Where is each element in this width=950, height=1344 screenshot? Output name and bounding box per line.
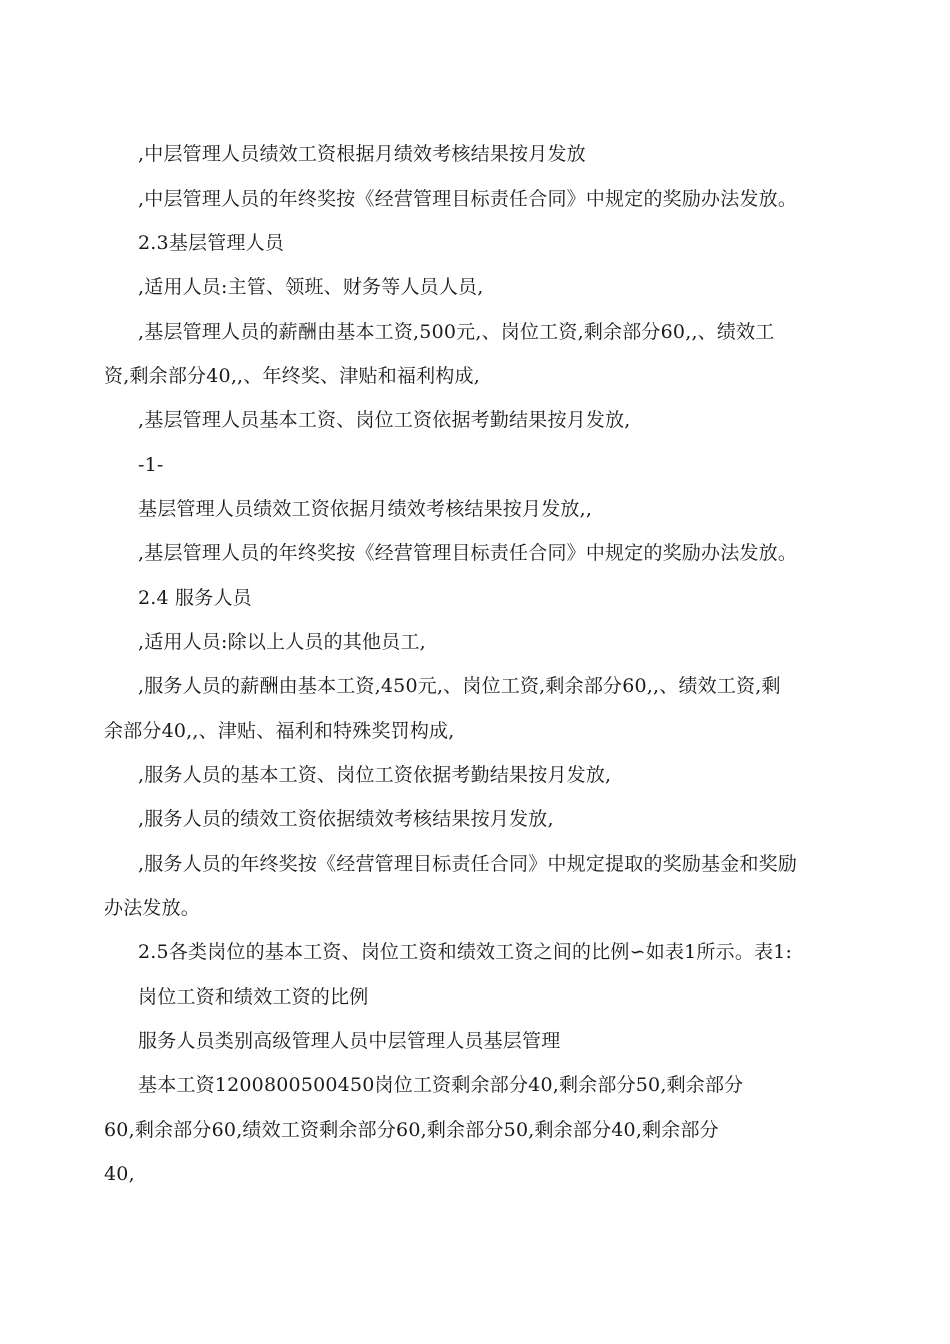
paragraph-line: 余部分40,,、津贴、福利和特殊奖罚构成,	[104, 720, 455, 742]
table-text-line: 60,剩余部分60,绩效工资剩余部分60,剩余部分50,剩余部分40,剩余部分	[104, 1119, 719, 1141]
paragraph-line: ,适用人员:除以上人员的其他员工,	[138, 631, 426, 653]
paragraph-line: ,服务人员的年终奖按《经营管理目标责任合同》中规定提取的奖励基金和奖励	[138, 853, 798, 875]
table-text-line: 40,	[104, 1163, 135, 1185]
page-number: -1-	[138, 454, 164, 476]
table-text-line: 服务人员类别高级管理人员中层管理人员基层管理	[138, 1030, 561, 1052]
paragraph-line: ,基层管理人员的薪酬由基本工资,500元,、岗位工资,剩余部分60,,、绩效工	[138, 321, 775, 343]
paragraph-line: ,服务人员的绩效工资依据绩效考核结果按月发放,	[138, 808, 554, 830]
paragraph-line: 资,剩余部分40,,、年终奖、津贴和福利构成,	[104, 365, 480, 387]
paragraph-line: ,适用人员:主管、领班、财务等人员人员,	[138, 276, 484, 298]
paragraph-line: ,服务人员的基本工资、岗位工资依据考勤结果按月发放,	[138, 764, 612, 786]
section-heading: 2.4 服务人员	[138, 587, 252, 609]
paragraph-line: ,基层管理人员基本工资、岗位工资依据考勤结果按月发放,	[138, 409, 631, 431]
section-heading: 2.3基层管理人员	[138, 232, 285, 254]
paragraph-line: ,中层管理人员的年终奖按《经营管理目标责任合同》中规定的奖励办法发放。	[138, 188, 798, 210]
paragraph-line: 基层管理人员绩效工资依据月绩效考核结果按月发放,,	[138, 498, 593, 520]
table-text-line: 基本工资1200800500450岗位工资剩余部分40,剩余部分50,剩余部分	[138, 1074, 744, 1096]
paragraph-line: ,基层管理人员的年终奖按《经营管理目标责任合同》中规定的奖励办法发放。	[138, 542, 798, 564]
paragraph-line: 2.5各类岗位的基本工资、岗位工资和绩效工资之间的比例∽如表1所示。表1:	[138, 941, 793, 963]
paragraph-line: ,服务人员的薪酬由基本工资,450元,、岗位工资,剩余部分60,,、绩效工资,剩	[138, 675, 781, 697]
table-caption: 岗位工资和绩效工资的比例	[138, 986, 369, 1008]
paragraph-line: 办法发放。	[104, 897, 201, 919]
paragraph-line: ,中层管理人员绩效工资根据月绩效考核结果按月发放	[138, 143, 586, 165]
